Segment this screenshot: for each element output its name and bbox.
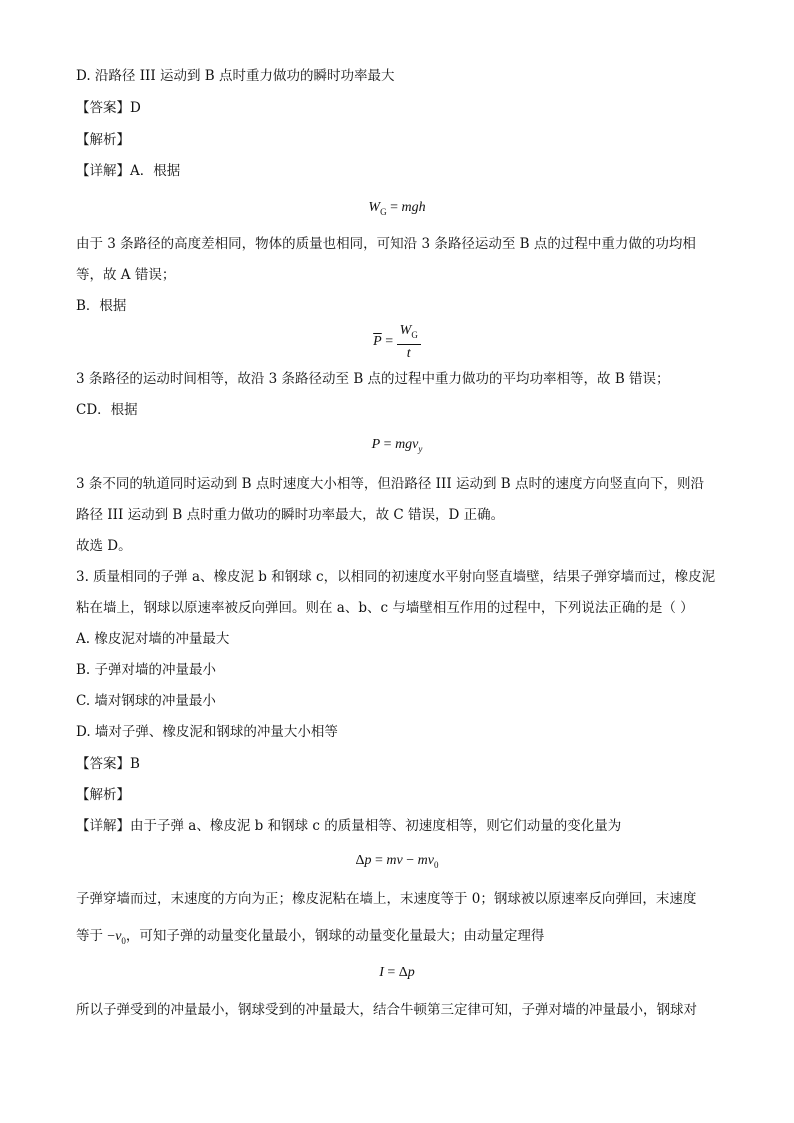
paragraph-line: 所以子弹受到的冲量最小，钢球受到的冲量最大，结合牛顿第三定律可知，子弹对墙的冲量最小，钢球对 [76,1002,697,1018]
detail-cd: CD．根据 [76,402,138,418]
analysis-label: 【解析】 [76,132,130,148]
paragraph-line: 3 条路径的运动时间相等，故沿 3 条路径动至 B 点的过程中重力做功的平均功率相等，故 B 错误； [76,371,670,387]
detail-a: 【详解】A．根据 [76,163,181,179]
paragraph-line [76,927,544,950]
paragraph-line: 路径 III 运动到 B 点时重力做功的瞬时功率最大，故 C 错误，D 正确。 [76,507,505,523]
question-3: 3. 质量相同的子弹 a、橡皮泥 b 和钢球 c，以相同的初速度水平射向竖直墙壁，结果子弹穿墙而过，橡皮泥 [76,569,716,585]
option-d-prev: D. 沿路径 III 运动到 B 点时重力做功的瞬时功率最大 [76,68,395,84]
inline-neg-v0: $-v_0$ [107,929,126,946]
option-b: B. 子弹对墙的冲量最小 [76,662,217,678]
paragraph-line: 子弹穿墙而过，末速度的方向为正；橡皮泥粘在墙上，末速度等于 0；钢球被以原速率反向弹回，末速度 [76,891,697,907]
equation-momentum-change: Δp = mv − $mv_0$ [355,853,439,870]
detail-b: B．根据 [76,298,127,314]
option-a: A. 橡皮泥对墙的冲量最大 [76,631,230,647]
equation-instant-power: P = mgv$_y$ [371,437,423,454]
paragraph-line: 等，故 A 错误； [76,267,176,283]
paragraph-line: 3 条不同的轨道同时运动到 B 点时速度大小相等，但沿路径 III 运动到 B 点时的速度方向竖直向下，则沿 [76,476,704,492]
option-c: C. 墙对钢球的冲量最小 [76,693,216,709]
question-3-cont: 粘在墙上，钢球以原速率被反向弹回。则在 a、b、c 与墙壁相互作用的过程中，下列说法正确的是（ ） [76,600,694,616]
answer-label: 【答案】B [76,756,140,772]
equation-work-gravity: $W_G$ = mgh [368,200,426,217]
option-d: D. 墙对子弹、橡皮泥和钢球的冲量大小相等 [76,724,338,740]
paragraph-line: 由于 3 条路径的高度差相同，物体的质量也相同，可知沿 3 条路径运动至 B 点的过程中重力做的功均相 [76,236,696,252]
text-part: 等于 [76,928,108,944]
equation-average-power: $\overline{P}$ = $\frac{W_G}{t}$ [0,322,794,362]
text-part: ，可知子弹的动量变化量最小，钢球的动量变化量最大；由动量定理得 [125,928,545,944]
conclusion: 故选 D。 [76,538,132,554]
equation-impulse: I = Δp [379,965,415,980]
answer-label: 【答案】D [76,100,141,116]
detail-intro: 【详解】由于子弹 a、橡皮泥 b 和钢球 c 的质量相等、初速度相等，则它们动量的变化量为 [76,818,622,834]
analysis-label: 【解析】 [76,787,130,803]
